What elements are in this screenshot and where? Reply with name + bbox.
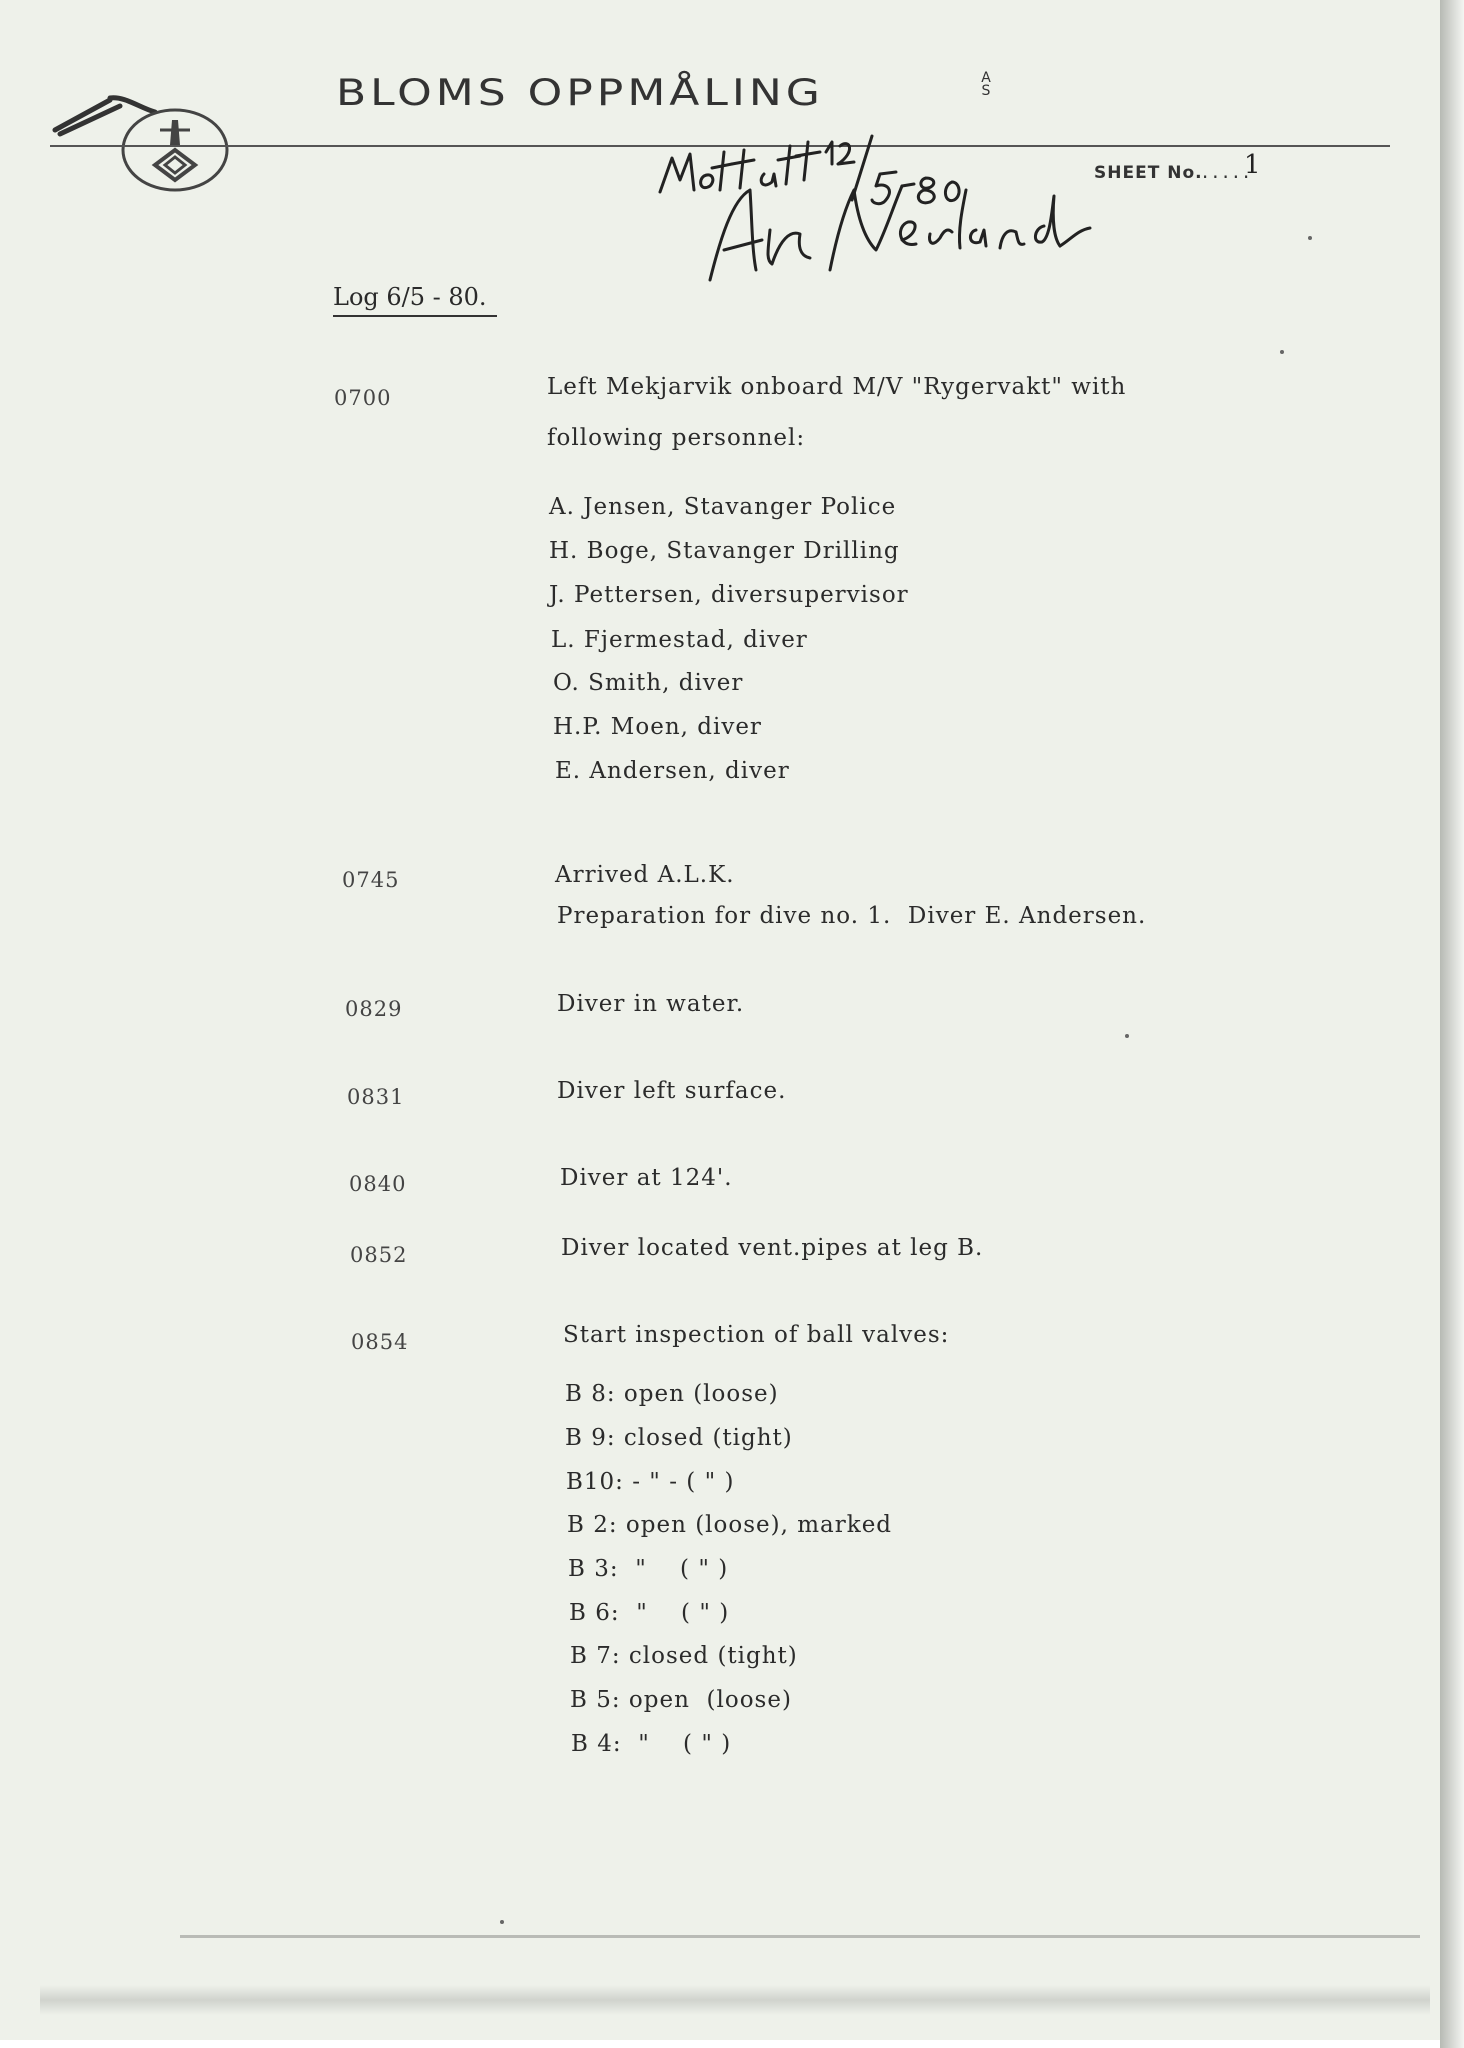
sheet-label: SHEET No. [1094, 163, 1203, 183]
handwritten-received-signature [640, 130, 1100, 290]
entry-line: following personnel: [547, 425, 806, 451]
valve-status: B10: - " - ( " ) [566, 1469, 735, 1495]
valve-status: B 5: open (loose) [570, 1687, 792, 1713]
entry-line: Arrived A.L.K. [555, 862, 735, 888]
valve-status: B 4: " ( " ) [571, 1731, 732, 1757]
personnel-item: L. Fjermestad, diver [551, 627, 808, 653]
valve-status: B 7: closed (tight) [570, 1643, 798, 1669]
personnel-item: A. Jensen, Stavanger Police [549, 494, 897, 520]
sheet-number: 1 [1244, 150, 1261, 180]
scan-edge-right [1440, 0, 1464, 2048]
entry-line: Diver in water. [557, 991, 745, 1017]
valve-status: B 8: open (loose) [565, 1381, 779, 1407]
entry-time: 0829 [345, 997, 403, 1021]
log-title: Log 6/5 - 80. [333, 283, 497, 317]
entry-line: Diver at 124'. [560, 1165, 733, 1191]
entry-time: 0745 [342, 868, 400, 892]
scan-speck [1125, 1034, 1129, 1038]
valve-status: B 2: open (loose), marked [567, 1512, 893, 1538]
company-name: BLOMS OPPMÅLING [336, 72, 824, 114]
entry-time: 0700 [334, 386, 392, 410]
valve-status: B 9: closed (tight) [565, 1425, 793, 1451]
personnel-item: E. Andersen, diver [555, 758, 790, 784]
entry-line: Start inspection of ball valves: [563, 1322, 950, 1348]
personnel-item: H.P. Moen, diver [553, 714, 762, 740]
entry-line: Diver located vent.pipes at leg B. [561, 1235, 984, 1261]
scan-speck [1280, 350, 1284, 354]
personnel-item: O. Smith, diver [553, 670, 744, 696]
company-suffix-bottom: S [981, 83, 991, 99]
company-logo [120, 105, 230, 195]
scan-speck [500, 1920, 504, 1924]
entry-time: 0852 [350, 1243, 408, 1267]
scan-edge-shadow [40, 1985, 1430, 2015]
valve-status: B 6: " ( " ) [569, 1600, 730, 1626]
scan-edge-line [180, 1935, 1420, 1938]
valve-status: B 3: " ( " ) [568, 1556, 729, 1582]
company-suffix-top: A [981, 70, 991, 86]
entry-line: Diver left surface. [557, 1078, 787, 1104]
company-suffix [980, 72, 992, 98]
personnel-item: J. Pettersen, diversupervisor [549, 582, 909, 608]
entry-time: 0854 [351, 1330, 409, 1354]
personnel-item: H. Boge, Stavanger Drilling [549, 538, 900, 564]
entry-time: 0831 [347, 1085, 405, 1109]
entry-line: Left Mekjarvik onboard M/V "Rygervakt" with [547, 374, 1127, 400]
sheet-dots: ..... [1200, 163, 1252, 183]
entry-time: 0840 [349, 1172, 407, 1196]
scan-speck [1308, 236, 1312, 240]
entry-line: Preparation for dive no. 1. Diver E. Andersen. [557, 903, 1147, 929]
